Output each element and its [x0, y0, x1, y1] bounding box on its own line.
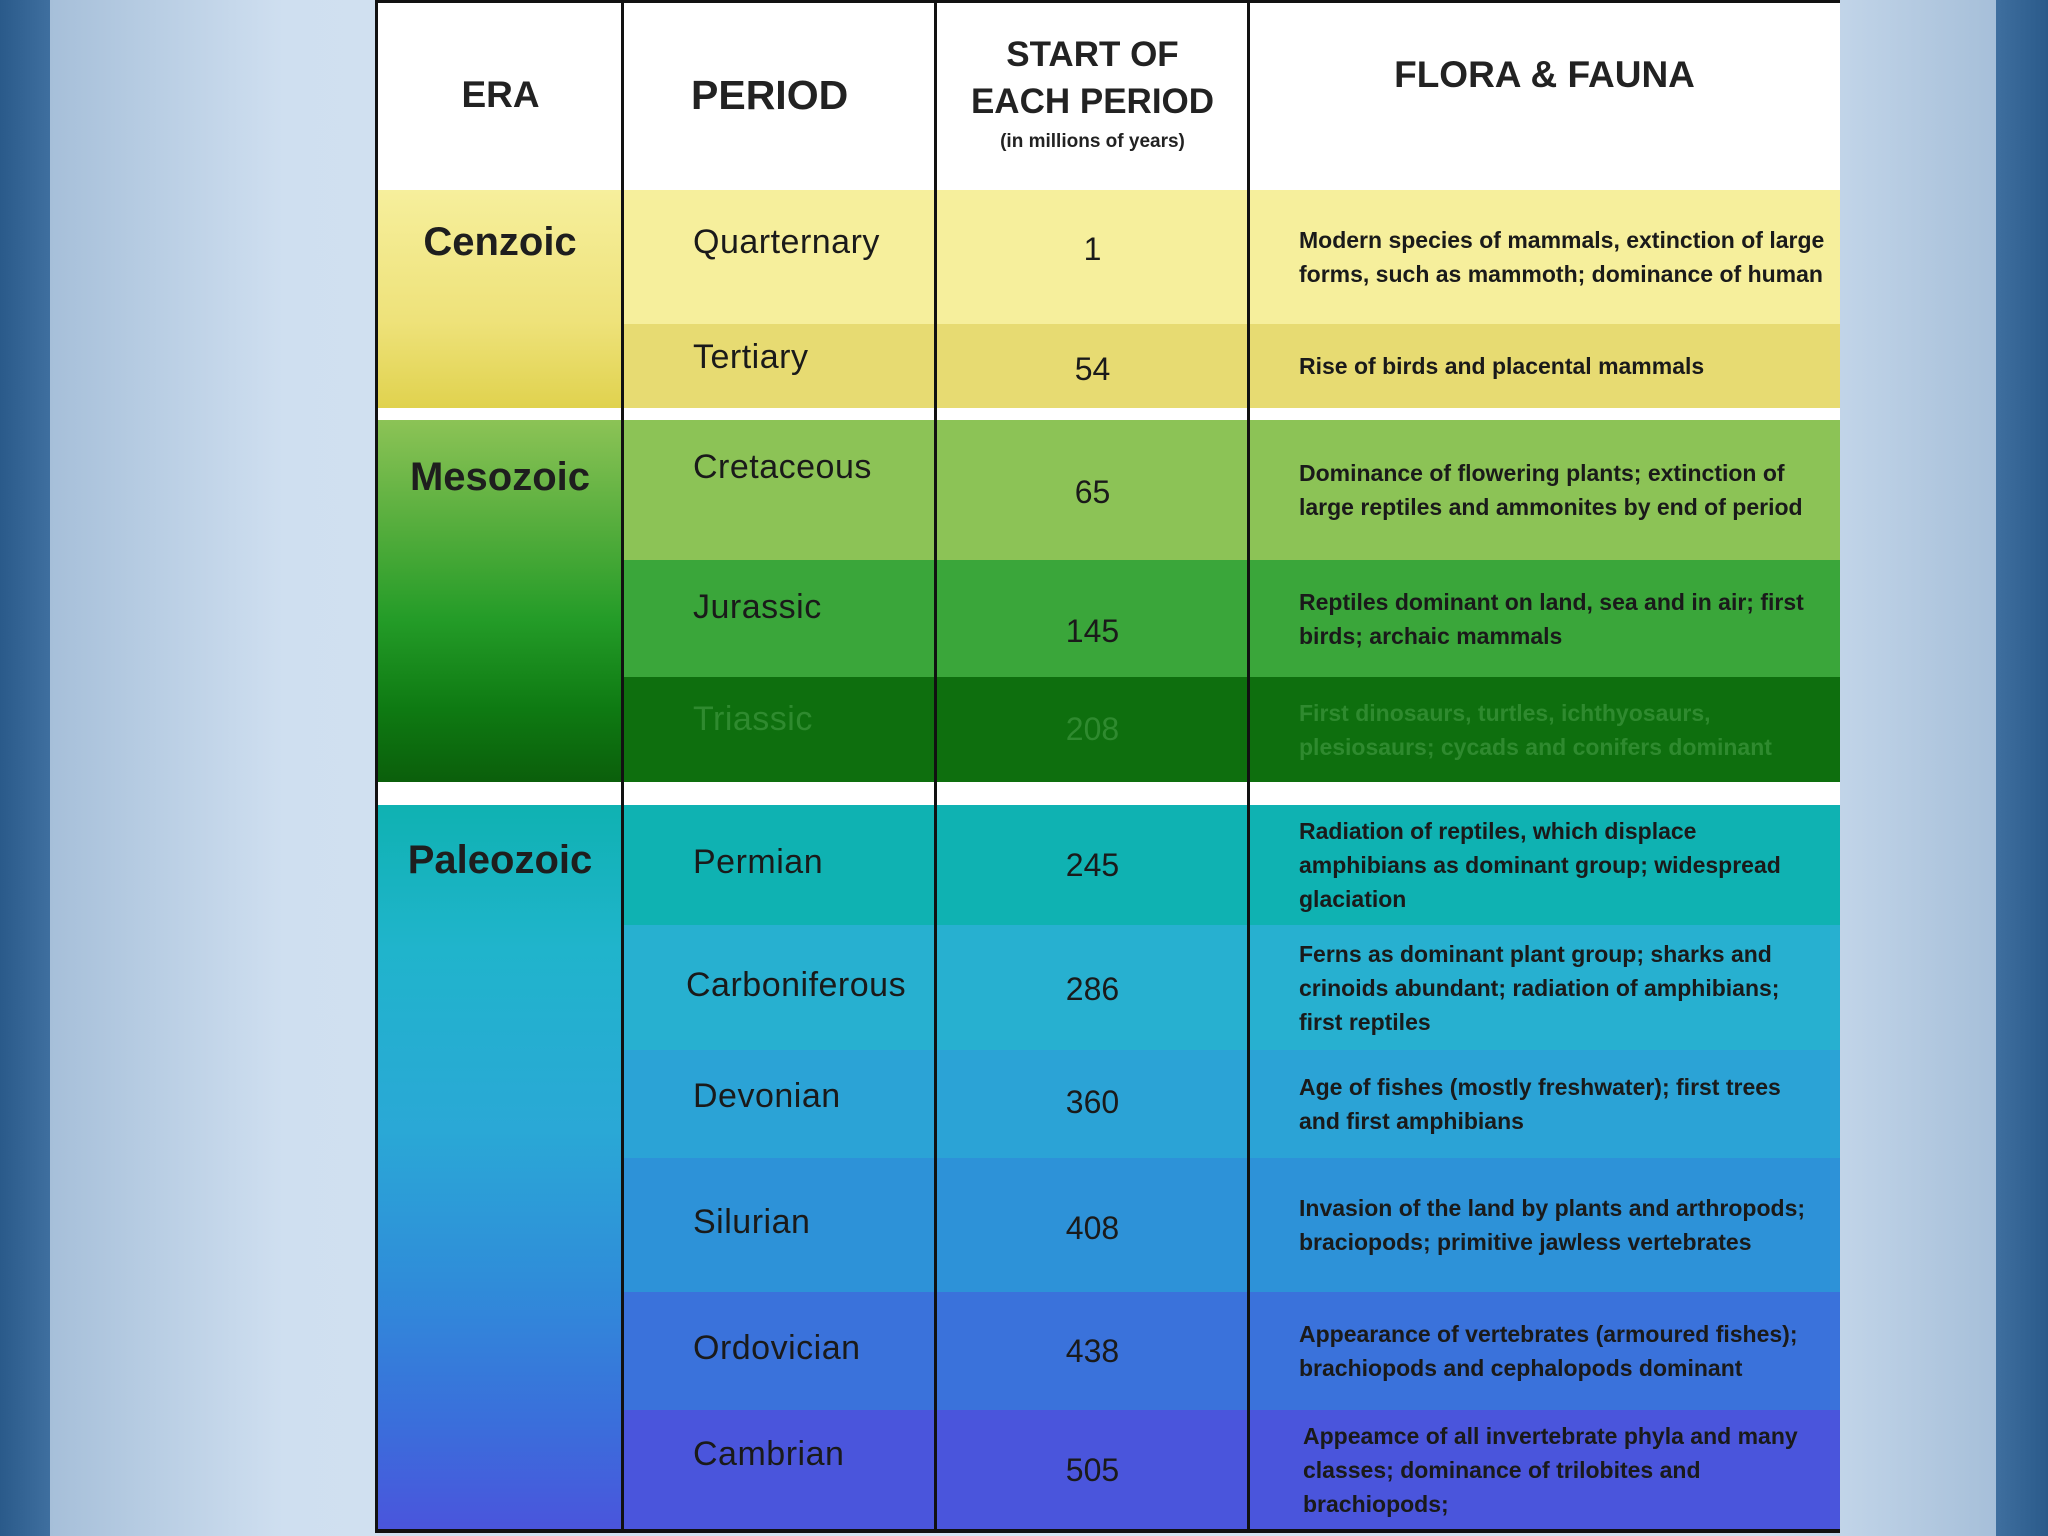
header-flora-label: FLORA & FAUNA: [1394, 54, 1695, 95]
era-mesozoic-label: Mesozoic: [409, 455, 591, 499]
header-era: [378, 0, 623, 190]
era-paleozoic-label: Paleozoic: [407, 838, 593, 882]
start-cell: 245: [1065, 846, 1120, 883]
flora-fauna-cell: Reptiles dominant on land, sea and in air; first birds; archaic mammals: [1299, 588, 1804, 649]
flora-fauna-cell: Age of fishes (mostly freshwater); first trees and first amphibians: [1299, 1074, 1781, 1134]
period-cell: Triassic: [693, 700, 813, 738]
period-cell: Ordovician: [693, 1328, 861, 1367]
start-cell: 54: [1074, 350, 1111, 387]
flora-fauna-cell: Appearance of vertebrates (armoured fishes); brachiopods and cephalopods dominant: [1299, 1321, 1798, 1381]
start-cell: 360: [1065, 1083, 1120, 1120]
start-cell: 208: [1065, 711, 1120, 747]
period-cell: Cambrian: [693, 1434, 845, 1473]
slide-background: [50, 0, 1996, 1536]
header-start-line1: START OF: [1006, 35, 1179, 74]
table-top-border: [378, 0, 1840, 3]
start-cell: 438: [1065, 1332, 1120, 1369]
header-start-note: (in millions of years): [1000, 131, 1185, 152]
period-cell: Silurian: [693, 1202, 811, 1241]
start-cell: 145: [1065, 612, 1120, 649]
column-divider: [1247, 0, 1250, 1533]
column-divider: [621, 0, 624, 1533]
flora-fauna-cell: Modern species of mammals, extinction of large forms, such as mammoth; dominance of human: [1299, 227, 1825, 287]
start-cell: 65: [1074, 474, 1111, 510]
header-flora: [1249, 0, 1840, 150]
period-cell: Carboniferous: [686, 965, 907, 1004]
start-cell: 408: [1065, 1209, 1120, 1246]
period-cell: Cretaceous: [693, 448, 872, 486]
header-period-label: PERIOD: [691, 71, 849, 118]
header-era-label: ERA: [461, 74, 540, 115]
header-start-line2: EACH PERIOD: [970, 82, 1215, 121]
period-cell: Quarternary: [693, 222, 880, 261]
flora-fauna-cell: Radiation of reptiles, which displace amphibians as dominant group; widespread glaciation: [1299, 818, 1781, 912]
period-cell: Tertiary: [693, 337, 809, 376]
flora-fauna-cell: Ferns as dominant plant group; sharks and crinoids abundant; radiation of amphibians; first reptiles: [1299, 940, 1780, 1035]
start-cell: 505: [1065, 1451, 1120, 1488]
era-separator: [378, 782, 1840, 805]
header-start: [936, 0, 1249, 190]
start-cell: 286: [1065, 970, 1120, 1007]
era-paleozoic-bg: [378, 805, 623, 1529]
geologic-time-table: [375, 0, 1840, 1533]
header-period: [623, 0, 936, 190]
flora-fauna-cell: Dominance of flowering plants; extinction of large reptiles and ammonites by end of period: [1299, 460, 1803, 520]
start-cell: 1: [1083, 230, 1102, 267]
flora-fauna-cell: First dinosaurs, turtles, ichthyosaurs, plesiosaurs; cycads and conifers dominant: [1299, 699, 1772, 760]
flora-fauna-cell: Invasion of the land by plants and arthropods; braciopods; primitive jawless vertebrates: [1299, 1195, 1806, 1255]
flora-fauna-cell: Rise of birds and placental mammals: [1299, 353, 1705, 379]
period-cell: Permian: [693, 843, 824, 881]
era-cenozoic-label: Cenzoic: [423, 220, 577, 264]
period-cell: Jurassic: [693, 588, 822, 626]
flora-fauna-cell: Appeamce of all invertebrate phyla and many classes; dominance of trilobites and brachiopods;: [1303, 1422, 1798, 1517]
period-cell: Devonian: [693, 1076, 841, 1115]
column-divider: [934, 0, 937, 1533]
